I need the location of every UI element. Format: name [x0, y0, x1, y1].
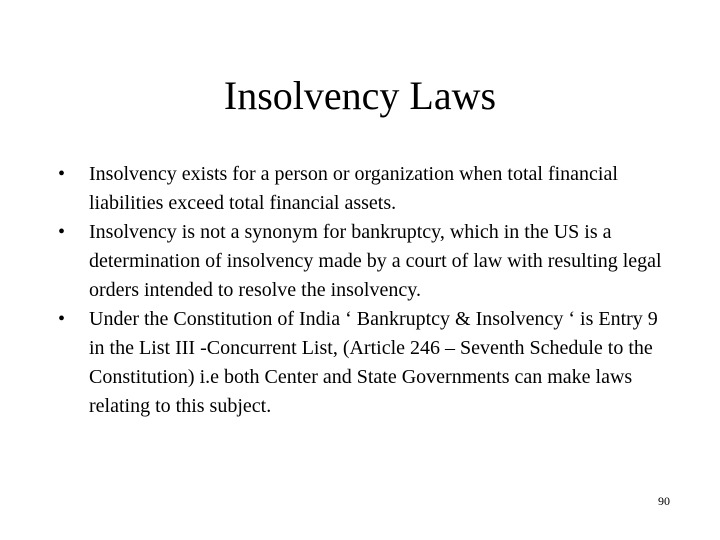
bullet-item: [58, 218, 678, 305]
bullet-dot-icon: •: [58, 163, 66, 185]
bullet-item: [58, 305, 678, 421]
bullet-text: Insolvency is not a synonym for bankruptcy, which in the US is a determination of insolvency made by a court of law with resulting legal orders intended to resolve the insolvency.: [89, 221, 662, 301]
bullet-item: [58, 160, 678, 218]
bullet-text: Insolvency exists for a person or organization when total financial liabilities exceed total financial assets.: [89, 163, 618, 214]
slide-title: Insolvency Laws: [223, 73, 497, 118]
bullet-text: Under the Constitution of India ‘ Bankruptcy & Insolvency ‘ is Entry 9 in the List III -Concurrent List, (Article 246 – Seventh Schedule to the Constitution) i.e both Center and State Governments can make laws relating to this subject.: [89, 308, 658, 417]
bullet-list: [58, 160, 678, 421]
bullet-dot-icon: •: [58, 221, 66, 243]
page-number: 90: [658, 494, 670, 508]
bullet-dot-icon: •: [58, 308, 66, 330]
